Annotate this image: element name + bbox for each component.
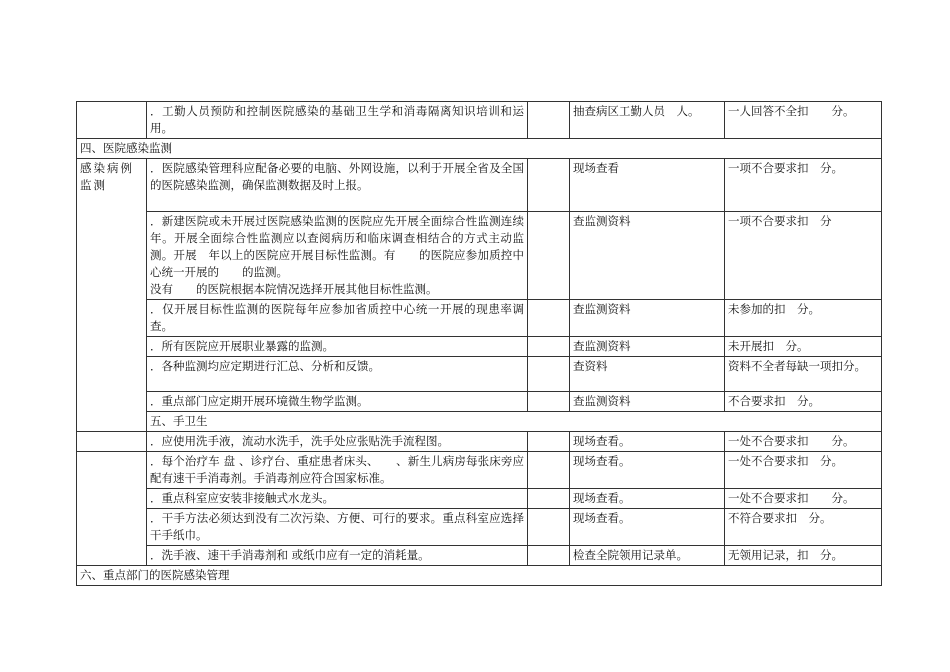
standard-cell: ．干手方法必须达到没有二次污染、方便、可行的要求。重点科室应选择干手纸巾。	[147, 509, 528, 546]
table-row	[77, 489, 882, 509]
category-cell	[77, 102, 147, 139]
standard-cell: ．每个治疗车 盘 、诊疗台、重症患者床头、 、新生儿病房每张床旁应配有速干手消毒剂。手消毒剂应符合国家标准。	[147, 452, 528, 489]
standard-cell: ．应使用洗手液，流动水洗手，洗手处应张贴洗手流程图。	[147, 432, 528, 452]
standard-cell: ．洗手液、速干手消毒剂和 或纸巾应有一定的消耗量。	[147, 546, 528, 566]
section-row	[77, 412, 882, 432]
method-cell: 查资料	[570, 357, 725, 392]
deduction-cell: 一处不合要求扣 分。	[725, 432, 882, 452]
table-row	[77, 432, 882, 452]
deduction-cell: 一项不合要求扣 分。	[725, 159, 882, 212]
method-cell: 现场查看。	[570, 432, 725, 452]
table-row	[77, 509, 882, 546]
section-heading: 五、手卫生	[147, 412, 882, 432]
deduction-cell: 不符合要求扣 分。	[725, 509, 882, 546]
deduction-cell: 未开展扣 分。	[725, 337, 882, 357]
table-row	[77, 159, 882, 212]
table-row	[77, 452, 882, 489]
section-heading: 四、医院感染监测	[77, 139, 882, 159]
score-cell	[528, 300, 570, 337]
deduction-cell: 一处不合要求扣 分。	[725, 489, 882, 509]
deduction-cell: 一人回答不全扣 分。	[725, 102, 882, 139]
standard-cell: ．各种监测均应定期进行汇总、分析和反馈。	[147, 357, 528, 392]
standard-cell: ．重点部门应定期开展环境微生物学监测。	[147, 392, 528, 412]
method-cell: 查监测资料	[570, 392, 725, 412]
method-cell: 现场查看。	[570, 452, 725, 489]
section-row	[77, 139, 882, 159]
table-row	[77, 300, 882, 337]
category-cell	[77, 452, 147, 566]
score-cell	[528, 452, 570, 489]
method-cell: 现场查看。	[570, 509, 725, 546]
method-cell: 查监测资料	[570, 212, 725, 300]
standard-cell: ．工勤人员预防和控制医院感染的基础卫生学和消毒隔离知识培训和运用。	[147, 102, 528, 139]
standard-cell: ．仅开展目标性监测的医院每年应参加省质控中心统一开展的现患率调查。	[147, 300, 528, 337]
table-row	[77, 337, 882, 357]
deduction-cell: 一处不合要求扣 分。	[725, 452, 882, 489]
method-cell: 现场查看。	[570, 489, 725, 509]
score-cell	[528, 546, 570, 566]
deduction-cell: 无领用记录，扣 分。	[725, 546, 882, 566]
table-row	[77, 546, 882, 566]
method-cell: 现场查看	[570, 159, 725, 212]
deduction-cell: 未参加的扣 分。	[725, 300, 882, 337]
score-cell	[528, 102, 570, 139]
deduction-cell: 资料不全者每缺一项扣分。	[725, 357, 882, 392]
score-cell	[528, 392, 570, 412]
score-cell	[528, 489, 570, 509]
deduction-cell: 一项不合要求扣 分	[725, 212, 882, 300]
category-cell	[77, 432, 147, 452]
section-heading: 六、重点部门的医院感染管理	[77, 566, 882, 586]
section-row	[77, 566, 882, 586]
method-cell: 检查全院领用记录单。	[570, 546, 725, 566]
table-row	[77, 392, 882, 412]
standard-cell: ．所有医院应开展职业暴露的监测。	[147, 337, 528, 357]
standard-cell: ．新建医院或未开展过医院感染监测的医院应先开展全面综合性监测连续 年。开展全面综合性监测应以查阅病历和临床调查相结合的方式主动监测。开展 年以上的医院应开展目标性监测。有 的医院应参加质控中心统一开展的 的监测。 没有 的医院根据本院情况选择开展其他目标性监测。	[147, 212, 528, 300]
inspection-table	[76, 101, 882, 586]
score-cell	[528, 509, 570, 546]
table-row	[77, 102, 882, 139]
score-cell	[528, 432, 570, 452]
score-cell	[528, 159, 570, 212]
deduction-cell: 不合要求扣 分。	[725, 392, 882, 412]
method-cell: 查监测资料	[570, 300, 725, 337]
score-cell	[528, 337, 570, 357]
table-row	[77, 357, 882, 392]
standard-cell: ．医院感染管理科应配备必要的电脑、外网设施，以利于开展全省及全国的医院感染监测，确保监测数据及时上报。	[147, 159, 528, 212]
method-cell: 查监测资料	[570, 337, 725, 357]
category-cell: 感染病例监测	[77, 159, 147, 432]
score-cell	[528, 357, 570, 392]
method-cell: 抽查病区工勤人员 人。	[570, 102, 725, 139]
standard-cell: ．重点科室应安装非接触式水龙头。	[147, 489, 528, 509]
table-row	[77, 212, 882, 300]
